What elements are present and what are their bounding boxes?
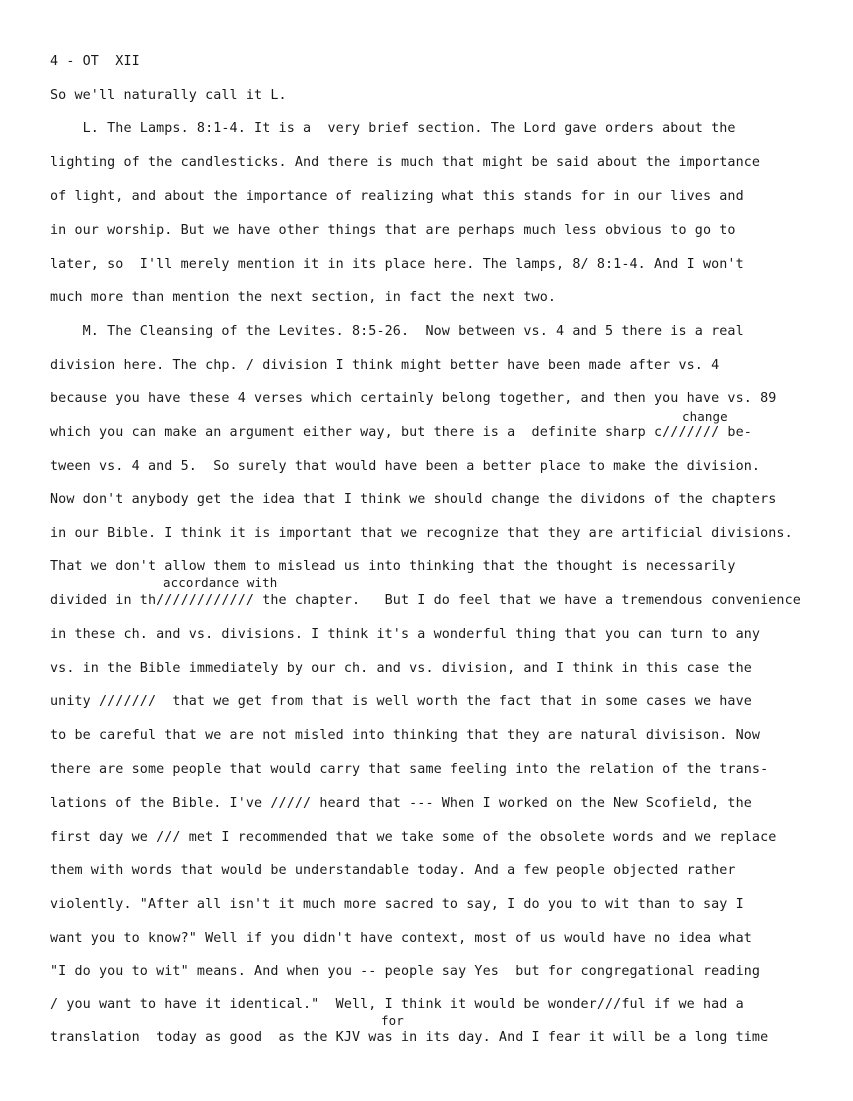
text-line: first day we /// met I recommended that we take some of the obsolete words and we replace xyxy=(50,830,777,845)
text-line: lations of the Bible. I've ///// heard that --- When I worked on the New Scofield, the xyxy=(50,796,752,811)
text-line: which you can make an argument either way, but there is a definite sharp c/////// be- xyxy=(50,425,752,440)
text-line: "I do you to wit" means. And when you -- people say Yes but for congregational reading xyxy=(50,964,761,979)
text-line: lighting of the candlesticks. And there is much that might be said about the importance xyxy=(50,155,761,170)
text-line: in our Bible. I think it is important that we recognize that they are artificial divisions. xyxy=(50,526,793,541)
text-line: later, so I'll merely mention it in its place here. The lamps, 8/ 8:1-4. And I won't xyxy=(50,257,744,272)
text-line: unity /////// that we get from that is well worth the fact that in some cases we have xyxy=(50,694,752,709)
text-line: them with words that would be understandable today. And a few people objected rather xyxy=(50,863,736,878)
text-line: of light, and about the importance of realizing what this stands for in our lives and xyxy=(50,189,744,204)
text-line: / you want to have it identical." Well, I think it would be wonder///ful if we had a xyxy=(50,997,744,1012)
text-line: Now don't anybody get the idea that I think we should change the dividons of the chapters xyxy=(50,492,777,507)
text-line: there are some people that would carry that same feeling into the relation of the trans- xyxy=(50,762,769,777)
text-line: much more than mention the next section, in fact the next two. xyxy=(50,290,557,305)
text-line: division here. The chp. / division I think might better have been made after vs. 4 xyxy=(50,358,720,373)
inserted-word-for: for xyxy=(381,1013,404,1028)
text-line: M. The Cleansing of the Levites. 8:5-26. Now between vs. 4 and 5 there is a real xyxy=(50,324,744,339)
text-line: translation today as good as the KJV was in its day. And I fear it will be a long time xyxy=(50,1030,769,1045)
text-line: tween vs. 4 and 5. So surely that would have been a better place to make the division. xyxy=(50,459,761,474)
page-header: 4 - OT XII xyxy=(50,54,140,69)
text-line: divided in th//////////// the chapter. But I do feel that we have a tremendous convenience xyxy=(50,593,801,608)
text-line: L. The Lamps. 8:1-4. It is a very brief section. The Lord gave orders about the xyxy=(50,121,736,136)
inserted-word-change: change xyxy=(682,409,728,424)
text-line: want you to know?" Well if you didn't have context, most of us would have no idea what xyxy=(50,931,752,946)
text-line: to be careful that we are not misled into thinking that they are natural divisison. Now xyxy=(50,728,761,743)
text-line: That we don't allow them to mislead us into thinking that the thought is necessarily xyxy=(50,559,736,574)
inserted-word-accordance: accordance with xyxy=(163,575,278,590)
text-line: So we'll naturally call it L. xyxy=(50,88,287,103)
text-line: in these ch. and vs. divisions. I think it's a wonderful thing that you can turn to any xyxy=(50,627,761,642)
text-line: in our worship. But we have other things that are perhaps much less obvious to go to xyxy=(50,223,736,238)
text-line: because you have these 4 verses which certainly belong together, and then you have vs. 89 xyxy=(50,391,777,406)
text-line: vs. in the Bible immediately by our ch. and vs. division, and I think in this case the xyxy=(50,661,752,676)
text-line: violently. "After all isn't it much more sacred to say, I do you to wit than to say I xyxy=(50,897,744,912)
